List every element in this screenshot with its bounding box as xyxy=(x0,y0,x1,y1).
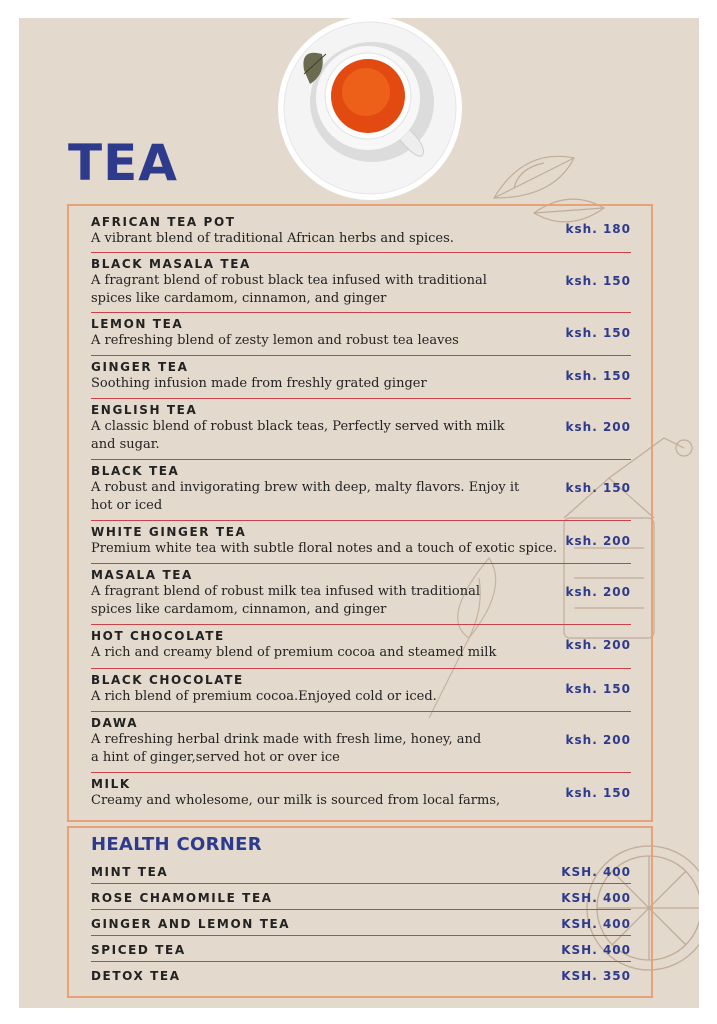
item-price: ksh. 150 xyxy=(565,326,631,340)
item-price: ksh. 200 xyxy=(565,585,631,599)
item-name: ENGLISH TEA xyxy=(91,403,198,417)
item-name: BLACK TEA xyxy=(91,464,180,478)
item-description: Soothing infusion made from freshly grated ginger xyxy=(91,376,427,391)
item-name: MILK xyxy=(91,777,131,791)
health-item-price: KSH. 400 xyxy=(561,891,631,905)
health-corner-title: HEALTH CORNER xyxy=(91,834,262,855)
health-item xyxy=(91,885,631,910)
menu-item xyxy=(91,400,631,460)
item-description: A classic blend of robust black teas, Perfectly served with milk and sugar. xyxy=(91,419,505,452)
health-item xyxy=(91,937,631,962)
health-item-name: GINGER AND LEMON TEA xyxy=(91,917,291,931)
menu-item xyxy=(91,254,631,313)
item-description: Creamy and wholesome, our milk is sourced from local farms, xyxy=(91,793,501,808)
item-name: DAWA xyxy=(91,716,139,730)
menu-item xyxy=(91,565,631,625)
item-description: A refreshing blend of zesty lemon and robust tea leaves xyxy=(91,333,459,348)
health-item xyxy=(91,963,631,987)
menu-item xyxy=(91,774,631,816)
menu-item xyxy=(91,713,631,773)
item-price: ksh. 200 xyxy=(565,534,631,548)
item-price: ksh. 200 xyxy=(565,733,631,747)
item-price: ksh. 200 xyxy=(565,420,631,434)
item-name: HOT CHOCOLATE xyxy=(91,629,225,643)
item-name: LEMON TEA xyxy=(91,317,184,331)
menu-item xyxy=(91,522,631,564)
item-name: BLACK CHOCOLATE xyxy=(91,673,244,687)
item-description: A refreshing herbal drink made with fresh lime, honey, and a hint of ginger,served hot or over ice xyxy=(91,732,482,765)
item-description: A rich blend of premium cocoa.Enjoyed cold or iced. xyxy=(91,689,437,704)
menu-item xyxy=(91,357,631,399)
item-price: ksh. 150 xyxy=(565,786,631,800)
item-price: ksh. 150 xyxy=(565,274,631,288)
item-price: ksh. 150 xyxy=(565,369,631,383)
item-price: ksh. 180 xyxy=(565,222,631,236)
item-description: A fragrant blend of robust black tea infused with traditional spices like cardamom, cinnamon, and ginger xyxy=(91,273,487,306)
menu-item xyxy=(91,314,631,356)
health-item-name: MINT TEA xyxy=(91,865,169,879)
health-corner-box xyxy=(67,826,653,998)
menu-item xyxy=(91,670,631,712)
menu-page xyxy=(19,18,699,1008)
menu-item xyxy=(91,461,631,521)
item-description: A rich and creamy blend of premium cocoa and steamed milk xyxy=(91,645,497,660)
item-name: BLACK MASALA TEA xyxy=(91,257,251,271)
item-price: ksh. 150 xyxy=(565,682,631,696)
tea-cup-image xyxy=(270,18,464,206)
health-item-price: KSH. 400 xyxy=(561,943,631,957)
health-item-price: KSH. 400 xyxy=(561,865,631,879)
item-name: GINGER TEA xyxy=(91,360,189,374)
item-price: ksh. 200 xyxy=(565,638,631,652)
item-name: AFRICAN TEA POT xyxy=(91,215,236,229)
health-item-name: ROSE CHAMOMILE TEA xyxy=(91,891,273,905)
item-name: WHITE GINGER TEA xyxy=(91,525,247,539)
health-item xyxy=(91,911,631,936)
health-item-price: KSH. 400 xyxy=(561,917,631,931)
item-description: A vibrant blend of traditional African herbs and spices. xyxy=(91,231,454,246)
item-description: Premium white tea with subtle floral notes and a touch of exotic spice. xyxy=(91,541,558,556)
page-title: TEA xyxy=(68,134,178,192)
item-name: MASALA TEA xyxy=(91,568,193,582)
health-item-price: KSH. 350 xyxy=(561,969,631,983)
health-item-name: DETOX TEA xyxy=(91,969,181,983)
item-description: A robust and invigorating brew with deep, malty flavors. Enjoy it hot or iced xyxy=(91,480,520,513)
menu-item xyxy=(91,212,631,253)
tea-cup-icon xyxy=(270,18,464,206)
item-price: ksh. 150 xyxy=(565,481,631,495)
tea-menu-box xyxy=(67,204,653,822)
item-description: A fragrant blend of robust milk tea infused with traditional spices like cardamom, cinnamon, and ginger xyxy=(91,584,481,617)
menu-item xyxy=(91,626,631,669)
health-item-name: SPICED TEA xyxy=(91,943,186,957)
health-item xyxy=(91,859,631,884)
